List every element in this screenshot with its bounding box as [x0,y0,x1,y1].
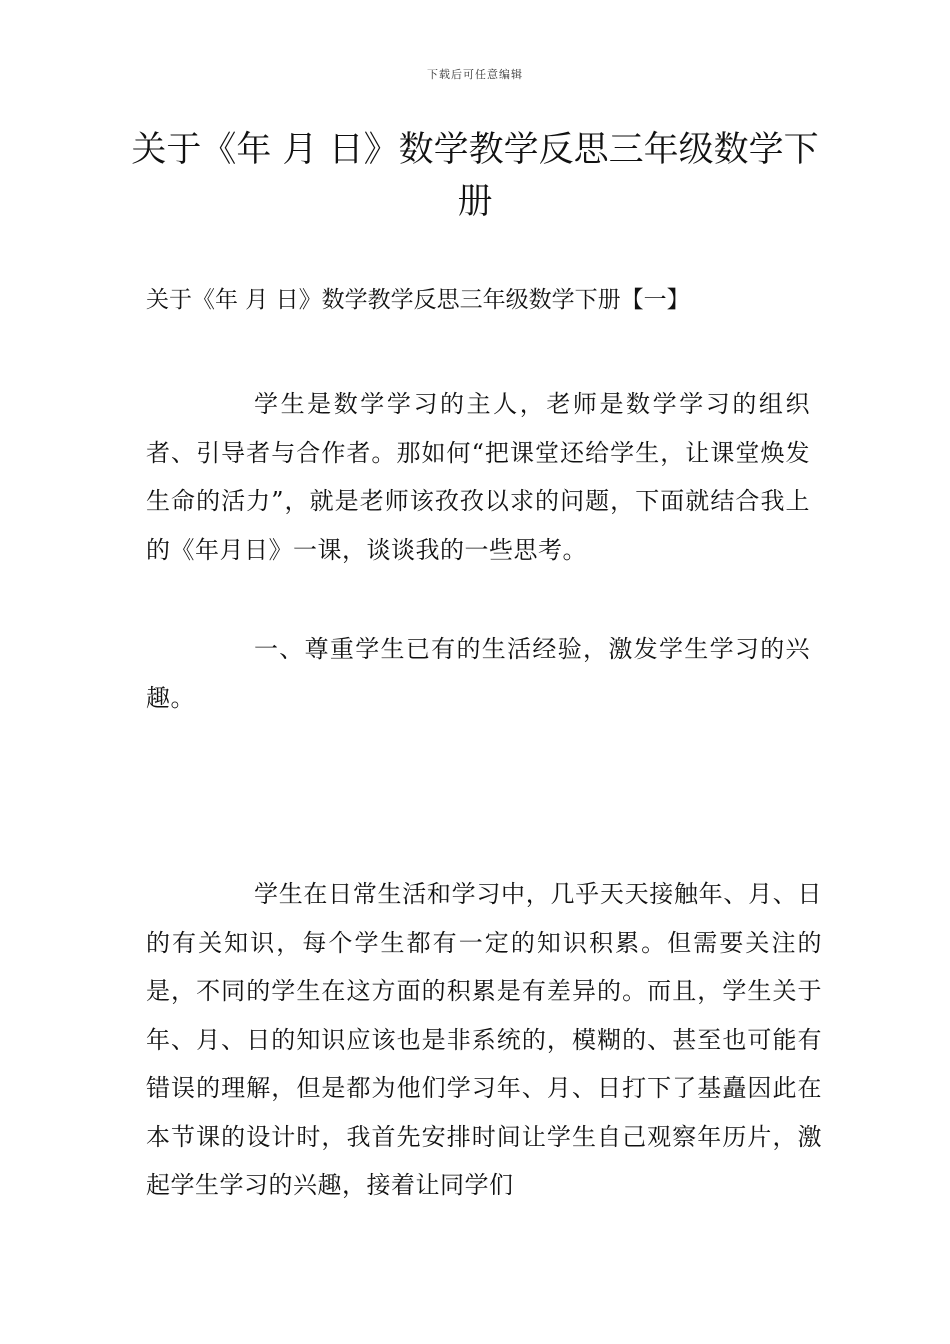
paragraph-detail: 学生在日常生活和学习中，几乎天天接触年、月、日的有关知识，每个学生都有一定的知识积累。但需要关注的是，不同的学生在这方面的积累是有差异的。而且，学生关于年、月、日的知识应该也是非系统的，模糊的、甚至也可能有错误的理解，但是都为他们学习年、月、日打下了基矗因此在本节课的设计时，我首先安排时间让学生自己观察年历片，激起学生学习的兴趣，接着让同学们 [146,880,822,1199]
paragraph-intro: 学生是数学学习的主人，老师是数学学习的组织者、引导者与合作者。那如何“把课堂还给学生，让课堂焕发生命的活力”，就是老师该孜孜以求的问题，下面就结合我上的《年月日》一课，谈谈我的一些思考。 [146,390,810,564]
section-heading: 关于《年 月 日》数学教学反思三年级数学下册【一】 [146,287,690,313]
paragraph-point-one: 一、尊重学生已有的生活经验，激发学生学习的兴趣。 [146,635,810,712]
document-title: 关于《年 月 日》数学教学反思三年级数学下册 [131,130,819,222]
header-note: 下载后可任意编辑 [427,68,523,81]
